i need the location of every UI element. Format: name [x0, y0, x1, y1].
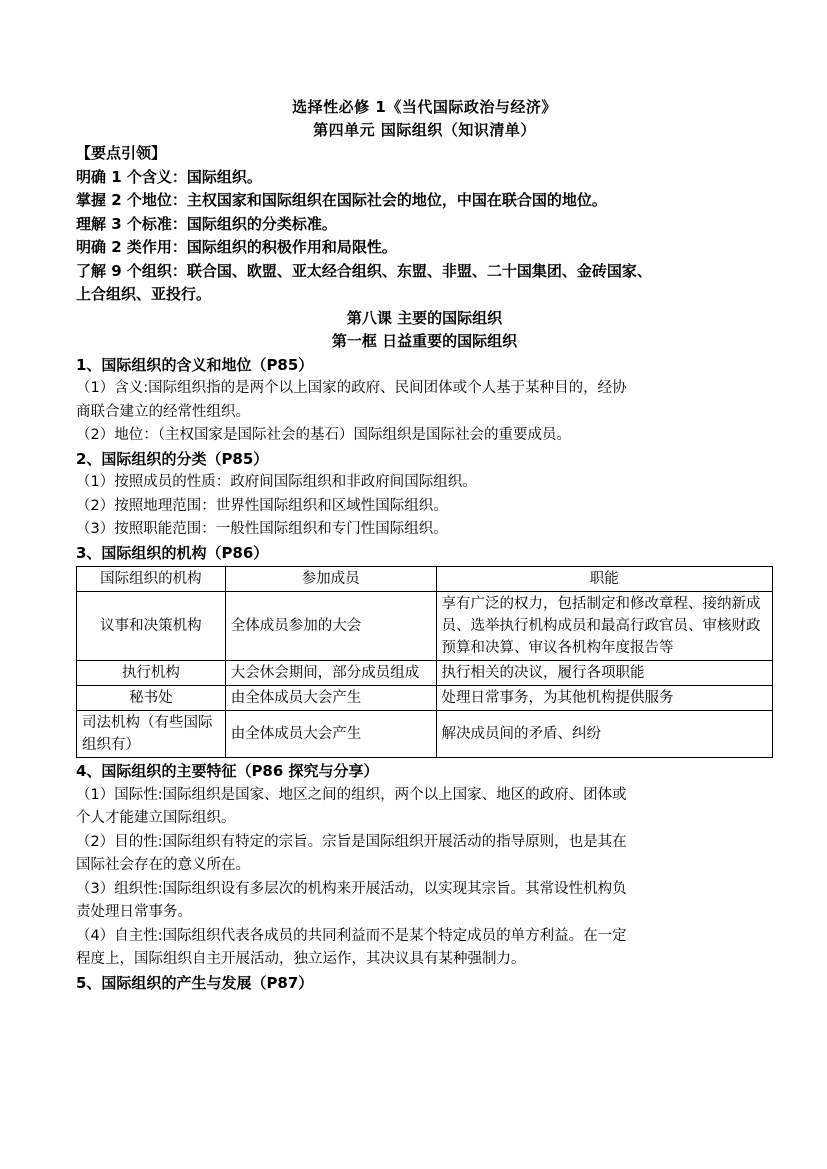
table-cell: 处理日常事务，为其他机构提供服务 — [436, 686, 773, 711]
table-cell: 秘书处 — [77, 686, 226, 711]
classification-item: （1）按照成员的性质：政府间国际组织和非政府间国际组织。 — [76, 474, 477, 490]
lesson-title: 第八课 主要的国际组织 — [346, 308, 503, 327]
table-cell: 享有广泛的权力，包括制定和修改章程、接纳新成员、选举执行机构成员和最高行政官员、审核财政预算和决算、审议各机构年度报告等 — [436, 592, 773, 661]
organization-structure-table — [76, 566, 773, 758]
unit-title: 第四单元 国际组织（知识清单） — [313, 121, 536, 139]
key-points-heading: 【要点引领】 — [76, 144, 167, 162]
section-heading: 5、国际组织的产生与发展（P87） — [76, 973, 314, 992]
key-point-item: 了解 9 个组织：联合国、欧盟、亚太经合组织、东盟、非盟、二十国集团、金砖国家、 — [76, 261, 652, 280]
table-cell: 大会休会期间，部分成员组成 — [225, 661, 436, 686]
table-cell: 全体成员参加的大会 — [225, 592, 436, 661]
table-cell: 执行机构 — [77, 661, 226, 686]
key-point-item: 明确 2 类作用：国际组织的积极作用和局限性。 — [76, 238, 397, 256]
document-title: 选择性必修 1《当代国际政治与经济》 — [292, 98, 557, 116]
table-cell: 解决成员间的矛盾、纠纷 — [436, 711, 773, 758]
key-point-item: 掌握 2 个地位：主权国家和国际组织在国际社会的地位，中国在联合国的地位。 — [76, 191, 607, 209]
document-page — [76, 96, 773, 995]
table-row — [77, 661, 773, 686]
feature-line: 程度上，国际组织自主开展活动，独立运作，其决议具有某种强制力。 — [76, 951, 526, 967]
feature-line: 责处理日常事务。 — [76, 904, 192, 920]
section-heading: 4、国际组织的主要特征（P86 探究与分享） — [76, 762, 379, 780]
key-point-item: 明确 1 个含义：国际组织。 — [76, 167, 262, 186]
feature-line: 国际社会存在的意义所在。 — [76, 857, 250, 873]
classification-item: （2）按照地理范围：世界性国际组织和区域性国际组织。 — [76, 497, 448, 514]
table-cell: 司法机构（有些国际组织有） — [77, 711, 226, 758]
table-cell: 由全体成员大会产生 — [225, 711, 436, 758]
paragraph-line: 商联合建立的经常性组织。 — [76, 403, 250, 420]
table-row — [77, 592, 773, 661]
feature-line: （1）国际性:国际组织是国家、地区之间的组织，两个以上国家、地区的政府、团体或 — [76, 786, 627, 803]
table-header-cell: 国际组织的机构 — [77, 567, 226, 592]
table-header-row — [77, 567, 773, 592]
classification-item: （3）按照职能范围：一般性国际组织和专门性国际组织。 — [76, 521, 448, 537]
key-point-item: 上合组织、亚投行。 — [76, 285, 212, 303]
table-cell: 执行相关的决议，履行各项职能 — [436, 661, 773, 686]
table-header-cell: 参加成员 — [225, 567, 436, 592]
feature-line: （3）组织性:国际组织设有多层次的机构来开展活动，以实现其宗旨。其常设性机构负 — [76, 880, 627, 897]
section-heading: 2、国际组织的分类（P85） — [76, 449, 269, 468]
table-cell: 由全体成员大会产生 — [225, 686, 436, 711]
paragraph-line: （2）地位：（主权国家是国际社会的基石）国际组织是国际社会的重要成员。 — [76, 427, 571, 443]
lesson-subtitle: 第一框 日益重要的国际组织 — [331, 332, 518, 350]
feature-line: （4）自主性:国际组织代表各成员的共同利益而不是某个特定成员的单方利益。在一定 — [76, 927, 627, 944]
key-point-item: 理解 3 个标准：国际组织的分类标准。 — [76, 214, 337, 233]
paragraph-line: （1）含义:国际组织指的是两个以上国家的政府、民间团体或个人基于某种目的，经协 — [76, 380, 627, 396]
section-heading: 3、国际组织的机构（P86） — [76, 543, 269, 562]
table-row — [77, 711, 773, 758]
table-row — [77, 686, 773, 711]
feature-line: 个人才能建立国际组织。 — [76, 810, 236, 826]
table-header-cell: 职能 — [436, 567, 773, 592]
section-heading: 1、国际组织的含义和地位（P85） — [76, 355, 314, 374]
feature-line: （2）目的性:国际组织有特定的宗旨。宗旨是国际组织开展活动的指导原则，也是其在 — [76, 833, 627, 850]
table-cell: 议事和决策机构 — [77, 592, 226, 661]
